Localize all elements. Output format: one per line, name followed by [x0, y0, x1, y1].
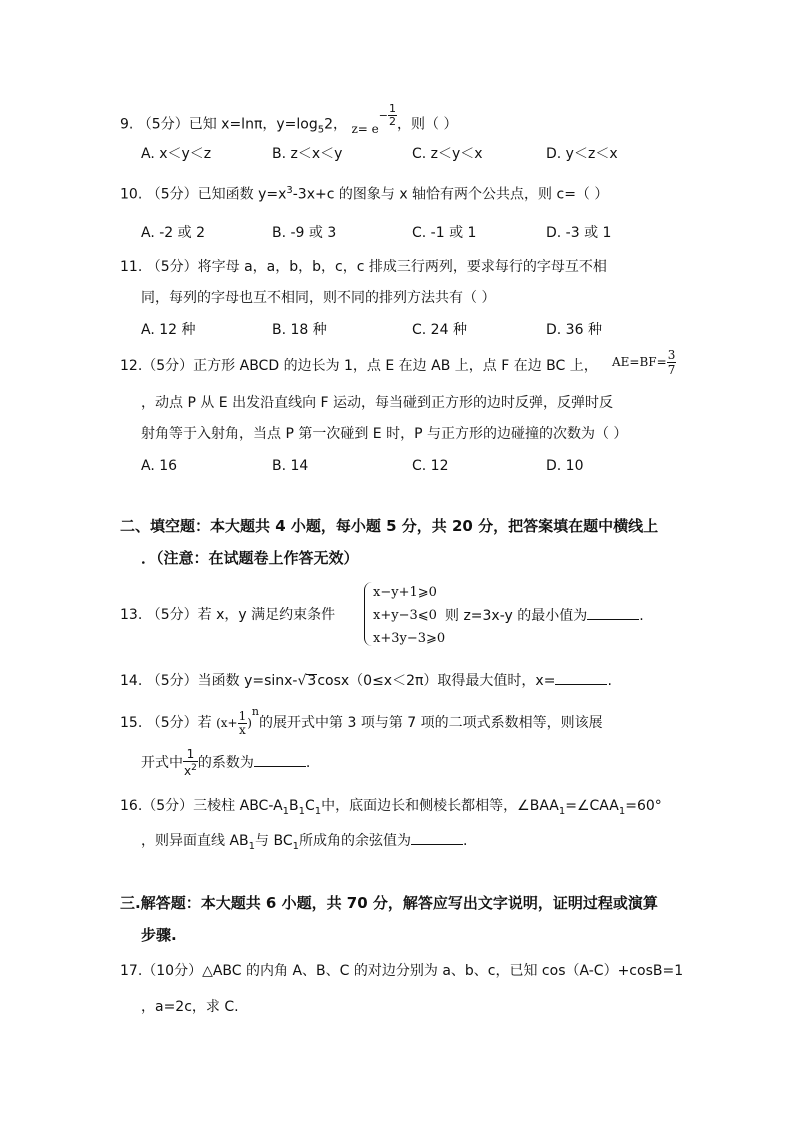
- q13-text-post: 则 z=3x-y 的最小值为: [445, 608, 588, 624]
- q10-option-a: A. -2 或 2: [141, 225, 205, 241]
- question-15-line-1: [120, 705, 603, 737]
- question-11-line-1: 11. （5分）将字母 a，a，b，b，c，c 排成三行两列，要求每行的字母互不相: [120, 259, 607, 275]
- q13-text-pre: 13. （5分）若 x，y 满足约束条件: [120, 607, 336, 623]
- q16-answer-blank: [411, 830, 463, 845]
- q16-line2-post: 所成角的余弦值为: [298, 833, 411, 849]
- section-3-heading-cont: 步骤.: [141, 926, 177, 944]
- q15-answer-blank: [254, 752, 306, 767]
- q13-end: .: [639, 608, 644, 624]
- q10-text-post: -3x+c 的图象与 x 轴恰有两个公共点，则 c=（ ）: [292, 186, 609, 203]
- q14-answer-blank: [555, 670, 607, 685]
- q15-text-pre: 15. （5分）若: [120, 715, 212, 731]
- section-2-heading: 二、填空题：本大题共 4 小题，每小题 5 分，共 20 分，把答案填在题中横线上: [120, 517, 659, 535]
- q10-exponent: 3: [286, 185, 293, 196]
- q16-text-rest: 中，底面边长和侧棱长都相等，∠BAA: [321, 798, 559, 814]
- q16-sub-bc1: 1: [292, 840, 299, 852]
- section-2-note: ．（注意：在试题卷上作答无效）: [141, 549, 359, 567]
- q15-coef-den: [183, 762, 198, 778]
- q12-formula-num: 3: [667, 348, 676, 362]
- question-9-stem: [120, 102, 458, 140]
- question-16-line-2: [141, 830, 467, 857]
- q9-exp-num: 1: [389, 102, 396, 115]
- q12-option-c: C. 12: [412, 458, 449, 474]
- q9-exp-den: 2: [389, 115, 396, 128]
- q13-constraint-3: x+3y−3⩾0: [373, 631, 446, 646]
- q13-system-brace: [364, 582, 373, 646]
- q12-formula-den: 7: [667, 363, 676, 377]
- q15-frac-den: x: [239, 723, 246, 737]
- q12-formula-fraction: [667, 348, 677, 377]
- question-14-stem: [120, 670, 612, 691]
- q9-log-base: 5: [317, 124, 325, 136]
- q15-coef-den-exp: 2: [191, 763, 197, 773]
- q16-end: .: [462, 833, 468, 849]
- q16-sub-c1: 1: [314, 805, 322, 817]
- q16-sub-baa1: 1: [558, 805, 566, 817]
- q9-option-a: A. x＜y＜z: [141, 146, 212, 162]
- q16-text-end: =60°: [625, 798, 662, 814]
- q12-text-line-1: 12.（5分）正方形 ABCD 的边长为 1，点 E 在边 AB 上，点 F 在边 BC 上，: [120, 358, 598, 374]
- q9-exponent: [378, 102, 397, 128]
- q16-text-eq: =∠CAA: [565, 798, 619, 814]
- q15-frac-num: 1: [238, 709, 247, 723]
- q10-option-b: B. -9 或 3: [272, 225, 337, 241]
- q9-option-b: B. z＜x＜y: [272, 146, 343, 162]
- q9-option-d: D. y＜z＜x: [546, 146, 618, 162]
- q16-line2-pre: ，则异面直线 AB: [141, 833, 249, 849]
- question-12-line-1: [120, 356, 598, 376]
- q16-sub-ab1: 1: [248, 840, 256, 852]
- q12-option-d: D. 10: [546, 458, 584, 474]
- q15-expr-close: ): [247, 716, 252, 730]
- q12-formula-lhs: AE=BF=: [612, 355, 667, 369]
- section-3-heading: 三.解答题：本大题共 6 小题，共 70 分，解答应写出文字说明，证明过程或演算: [120, 894, 658, 912]
- q9-exp-minus: −: [378, 108, 388, 122]
- q11-option-a: A. 12 种: [141, 322, 196, 338]
- q9-exp-fraction: [388, 103, 397, 128]
- q16-letter-c: C: [305, 798, 315, 814]
- question-12-line-2: ，动点 P 从 E 出发沿直线向 F 运动，每当碰到正方形的边时反弹，反弹时反: [141, 395, 614, 411]
- q12-formula: [612, 348, 676, 377]
- q10-option-c: C. -1 或 1: [412, 225, 477, 241]
- q14-end: .: [607, 673, 612, 689]
- q16-line2-mid: 与 BC: [255, 833, 293, 849]
- q15-line2-post: 的系数为: [197, 755, 254, 771]
- q15-exponent-n: n: [251, 705, 260, 718]
- q9-text-post: ，则（ ）: [397, 116, 458, 133]
- q16-sub-b1: 1: [298, 805, 306, 817]
- q16-sub-a1: 1: [282, 805, 290, 817]
- question-17-line-2: ，a=2c，求 C.: [141, 999, 239, 1015]
- q10-text-pre: 10. （5分）已知函数 y=x: [120, 186, 287, 203]
- question-11-line-2: 同，每列的字母也互不相同，则不同的排列方法共有（ ）: [141, 290, 496, 306]
- question-15-line-2: [141, 748, 310, 778]
- q9-text-pre: 9. （5分）已知 x=lnπ，y=log: [120, 116, 318, 133]
- question-10-stem: [120, 181, 608, 205]
- q16-text-pre: 16.（5分）三棱柱 ABC-A: [120, 798, 283, 814]
- question-17-line-1: 17.（10分）△ABC 的内角 A、B、C 的对边分别为 a、b、c，已知 cos（A-C）+cosB=1: [120, 963, 684, 979]
- q13-answer-blank: [587, 605, 639, 620]
- q13-constraint-1: x−y+1⩾0: [373, 585, 437, 600]
- q15-line2-pre: 开式中: [141, 755, 183, 771]
- q11-option-d: D. 36 种: [546, 322, 602, 338]
- q10-option-d: D. -3 或 1: [546, 225, 612, 241]
- question-16-line-1: [120, 796, 662, 822]
- q14-sqrt: √3: [297, 673, 317, 689]
- q13-constraint-2: x+y−3⩽0: [373, 608, 437, 623]
- q9-text-mid: 2，: [324, 116, 348, 133]
- q12-option-b: B. 14: [272, 458, 309, 474]
- q14-sqrt-value: 3: [307, 673, 317, 689]
- q13-stem-post: [445, 605, 644, 626]
- question-12-line-3: 射角等于入射角，当点 P 第一次碰到 E 时，P 与正方形的边碰撞的次数为（ ）: [141, 426, 628, 442]
- q16-letter-b: B: [289, 798, 299, 814]
- q15-coef-den-base: x: [184, 764, 192, 778]
- q11-option-c: C. 24 种: [412, 322, 467, 338]
- q15-coef-fraction: [183, 748, 198, 778]
- q11-option-b: B. 18 种: [272, 322, 327, 338]
- q14-text-post: cosx（0≤x＜2π）取得最大值时，x=: [317, 673, 556, 689]
- q12-option-a: A. 16: [141, 458, 178, 474]
- q15-coef-num: 1: [183, 748, 198, 762]
- question-13-stem: [120, 605, 335, 625]
- q15-binomial: [216, 705, 260, 737]
- q9-z-lhs: z= e: [351, 121, 379, 136]
- q9-option-c: C. z＜y＜x: [412, 146, 483, 162]
- q15-text-post: 的展开式中第 3 项与第 7 项的二项式系数相等，则该展: [259, 715, 603, 731]
- q15-end: .: [305, 755, 311, 771]
- q14-text-pre: 14. （5分）当函数 y=sinx-: [120, 673, 298, 689]
- q16-sub-caa1: 1: [618, 805, 626, 817]
- q15-expr-open: (x+: [216, 716, 238, 730]
- q15-binomial-fraction: [238, 710, 248, 737]
